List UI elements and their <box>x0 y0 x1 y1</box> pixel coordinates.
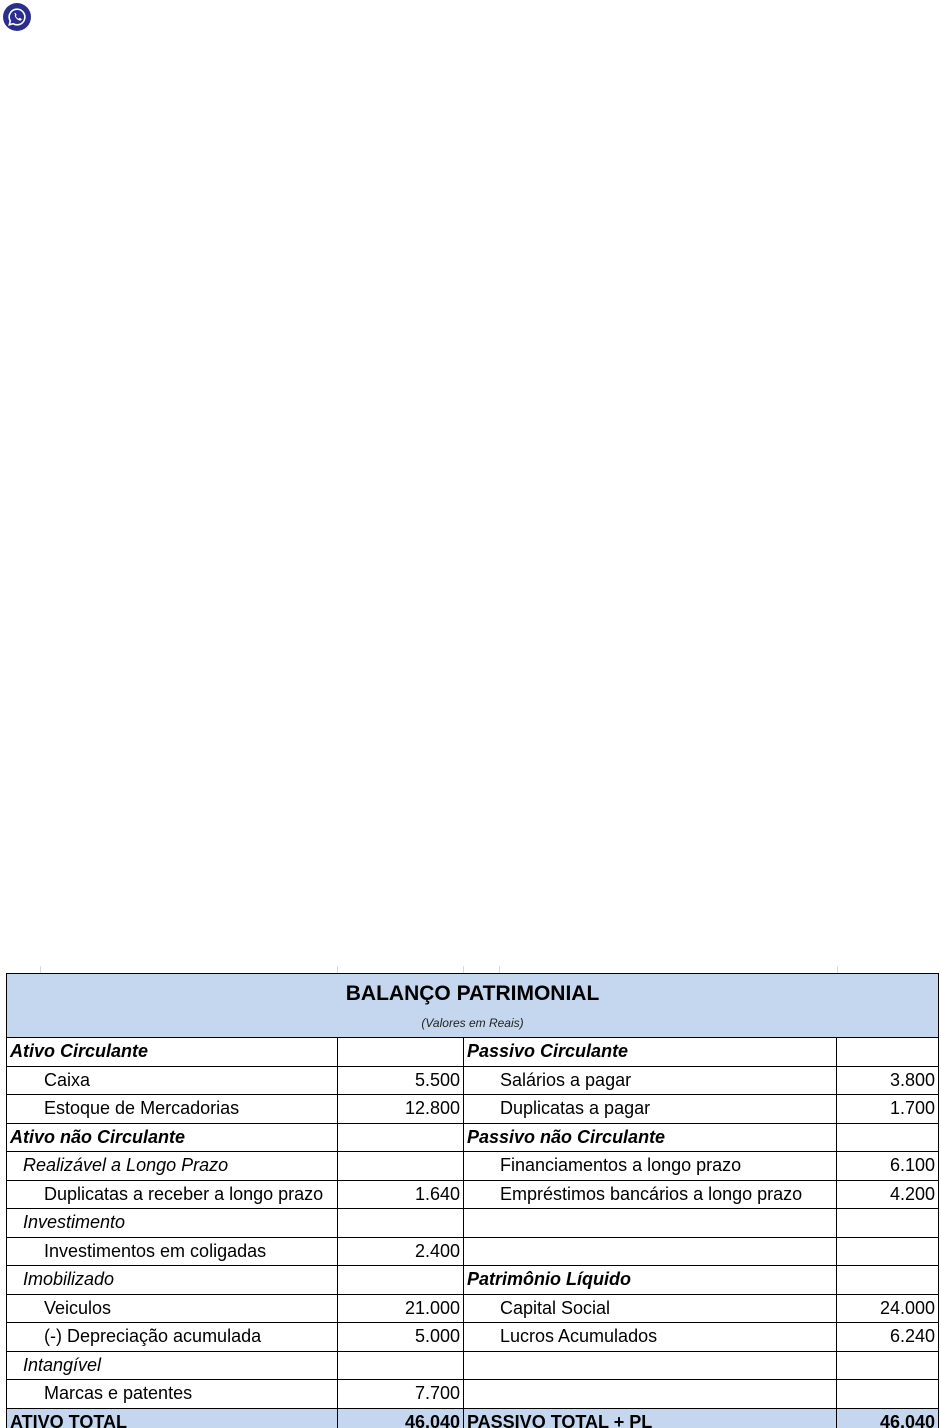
cell-value <box>338 1351 464 1380</box>
cell-label: Estoque de Mercadorias <box>7 1095 338 1124</box>
table-row <box>7 1066 939 1095</box>
total-row <box>7 1408 939 1428</box>
cell-value: 4.200 <box>837 1180 939 1209</box>
section-passivo-nao-circulante: Passivo não Circulante <box>464 1123 837 1152</box>
cell-value <box>338 1152 464 1181</box>
cell-value: 1.700 <box>837 1095 939 1124</box>
cell-value <box>837 1380 939 1409</box>
cell-value <box>837 1123 939 1152</box>
table-subtitle: (Valores em Reais) <box>421 1016 524 1030</box>
cell-label: (-) Depreciação acumulada <box>7 1323 338 1352</box>
cell-value <box>338 1266 464 1295</box>
table-row <box>7 1294 939 1323</box>
section-patrimonio-liquido: Patrimônio Líquido <box>464 1266 837 1295</box>
cell-label: Capital Social <box>464 1294 837 1323</box>
section-ativo-circulante: Ativo Circulante <box>7 1038 338 1067</box>
cell-value <box>338 1038 464 1067</box>
section-passivo-circulante: Passivo Circulante <box>464 1038 837 1067</box>
cell-value: 6.100 <box>837 1152 939 1181</box>
cell-label: Financiamentos a longo prazo <box>464 1152 837 1181</box>
cell-label: Duplicatas a receber a longo prazo <box>7 1180 338 1209</box>
cell-value: 21.000 <box>338 1294 464 1323</box>
table-row <box>7 1180 939 1209</box>
passivo-total-value: 46.040 <box>837 1408 939 1428</box>
subsection-realizavel: Realizável a Longo Prazo <box>7 1152 338 1181</box>
cell-value: 2.400 <box>338 1237 464 1266</box>
table-row <box>7 1237 939 1266</box>
cell-label: Salários a pagar <box>464 1066 837 1095</box>
cell-label <box>464 1209 837 1238</box>
cell-label: Empréstimos bancários a longo prazo <box>464 1180 837 1209</box>
cell-value <box>837 1351 939 1380</box>
cell-value: 1.640 <box>338 1180 464 1209</box>
table-title: BALANÇO PATRIMONIAL <box>345 982 600 1005</box>
ativo-total-label: ATIVO TOTAL <box>7 1408 338 1428</box>
table-header-row <box>7 974 939 1038</box>
cell-value: 6.240 <box>837 1323 939 1352</box>
cell-value <box>837 1038 939 1067</box>
ativo-total-value: 46.040 <box>338 1408 464 1428</box>
cell-value <box>837 1209 939 1238</box>
cell-value <box>338 1209 464 1238</box>
cell-label: Duplicatas a pagar <box>464 1095 837 1124</box>
cell-label: Lucros Acumulados <box>464 1323 837 1352</box>
table-row <box>7 1152 939 1181</box>
subsection-investimento: Investimento <box>7 1209 338 1238</box>
cell-value: 5.500 <box>338 1066 464 1095</box>
cell-value <box>837 1266 939 1295</box>
cell-label: Veiculos <box>7 1294 338 1323</box>
table-row <box>7 1095 939 1124</box>
cell-label <box>464 1351 837 1380</box>
balance-sheet-table <box>6 973 939 1428</box>
cell-value <box>338 1123 464 1152</box>
table-row <box>7 1351 939 1380</box>
cell-label <box>464 1380 837 1409</box>
subsection-intangivel: Intangível <box>7 1351 338 1380</box>
passivo-total-label: PASSIVO TOTAL + PL <box>464 1408 837 1428</box>
subsection-imobilizado: Imobilizado <box>7 1266 338 1295</box>
cell-label: Investimentos em coligadas <box>7 1237 338 1266</box>
cell-value: 24.000 <box>837 1294 939 1323</box>
cell-value: 7.700 <box>338 1380 464 1409</box>
table-row <box>7 1209 939 1238</box>
cell-value <box>837 1237 939 1266</box>
cell-label: Caixa <box>7 1066 338 1095</box>
cell-label <box>464 1237 837 1266</box>
section-ativo-nao-circulante: Ativo não Circulante <box>7 1123 338 1152</box>
table-row <box>7 1266 939 1295</box>
cell-value: 5.000 <box>338 1323 464 1352</box>
cell-label: Marcas e patentes <box>7 1380 338 1409</box>
table-header <box>7 974 939 1038</box>
whatsapp-icon[interactable] <box>3 3 31 31</box>
table-row <box>7 1123 939 1152</box>
table-row <box>7 1323 939 1352</box>
cell-value: 3.800 <box>837 1066 939 1095</box>
cell-value: 12.800 <box>338 1095 464 1124</box>
table-row <box>7 1380 939 1409</box>
table-row <box>7 1038 939 1067</box>
